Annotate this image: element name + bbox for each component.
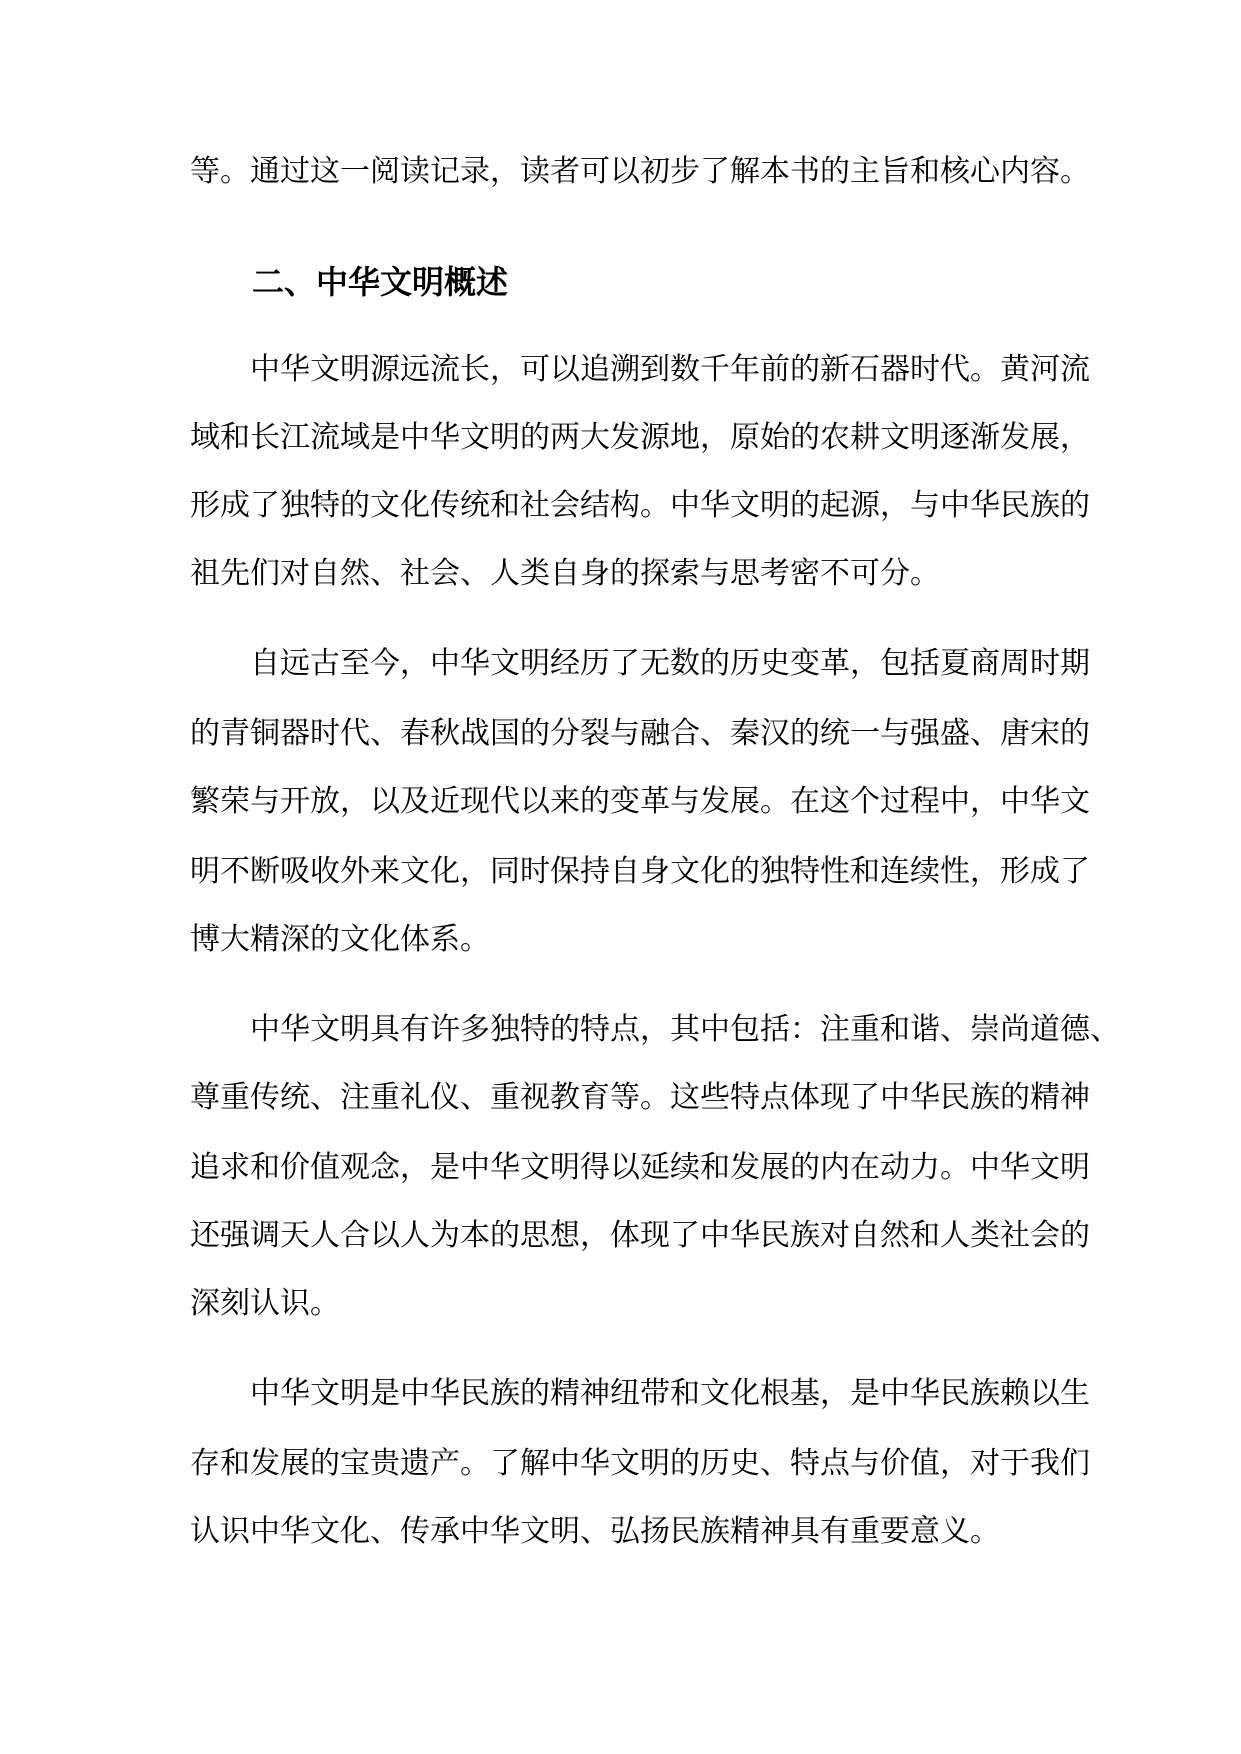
text-line: 等。通过这一阅读记录，读者可以初步了解本书的主旨和核心内容。 [190, 154, 1090, 189]
text-line: 中华文明具有许多独特的特点，其中包括：注重和谐、崇尚道德、 [250, 1012, 1120, 1047]
text-line: 存和发展的宝贵遗产。了解中华文明的历史、特点与价值，对于我们 [190, 1446, 1090, 1481]
text-line: 认识中华文化、传承中华文明、弘扬民族精神具有重要意义。 [190, 1514, 1000, 1549]
text-line: 的青铜器时代、春秋战国的分裂与融合、秦汉的统一与强盛、唐宋的 [190, 716, 1090, 751]
section-heading: 二、中华文明概述 [252, 263, 509, 301]
text-line: 明不断吸收外来文化，同时保持自身文化的独特性和连续性，形成了 [190, 854, 1090, 889]
text-line: 深刻认识。 [190, 1286, 340, 1321]
text-line: 繁荣与开放，以及近现代以来的变革与发展。在这个过程中，中华文 [190, 784, 1090, 819]
text-line: 中华文明源远流长，可以追溯到数千年前的新石器时代。黄河流 [250, 352, 1090, 387]
text-line: 祖先们对自然、社会、人类自身的探索与思考密不可分。 [190, 556, 940, 591]
text-line: 域和长江流域是中华文明的两大发源地，原始的农耕文明逐渐发展， [190, 420, 1090, 455]
text-line: 还强调天人合以人为本的思想，体现了中华民族对自然和人类社会的 [190, 1218, 1090, 1253]
text-line: 追求和价值观念，是中华文明得以延续和发展的内在动力。中华文明 [190, 1150, 1090, 1185]
text-line: 博大精深的文化体系。 [190, 922, 490, 957]
text-line: 中华文明是中华民族的精神纽带和文化根基，是中华民族赖以生 [250, 1376, 1090, 1411]
text-line: 自远古至今，中华文明经历了无数的历史变革，包括夏商周时期 [250, 646, 1090, 681]
text-line: 形成了独特的文化传统和社会结构。中华文明的起源，与中华民族的 [190, 488, 1090, 523]
text-line: 尊重传统、注重礼仪、重视教育等。这些特点体现了中华民族的精神 [190, 1080, 1090, 1115]
